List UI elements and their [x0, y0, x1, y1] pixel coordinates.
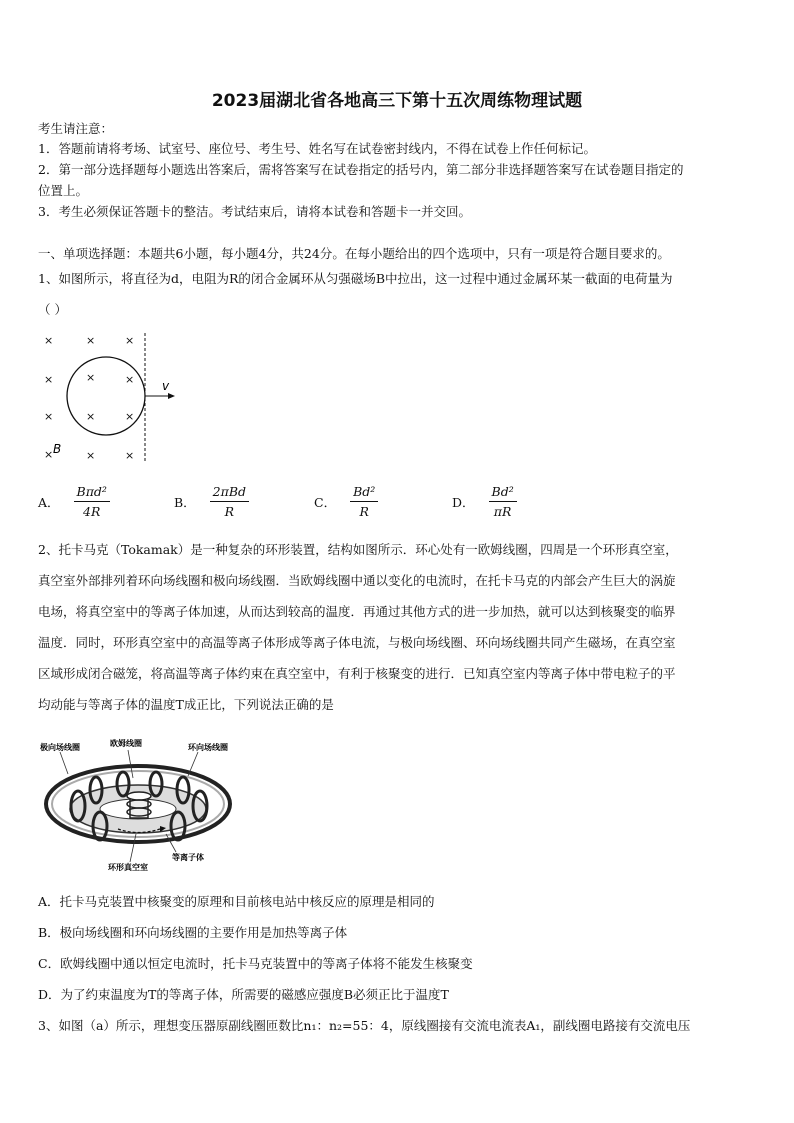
option-letter: B．	[174, 494, 196, 510]
notice-item: 3．考生必须保证答题卡的整洁。考试结束后，请将本试卷和答题卡一并交回。	[38, 204, 471, 219]
option-fraction	[74, 484, 110, 519]
numerator: Bd²	[489, 484, 517, 502]
field-cross: ×	[44, 334, 54, 347]
denominator: πR	[493, 504, 512, 519]
q2-stem-line: 温度．同时，环形真空室中的高温等离子体形成等离子体电流，与极向场线圈、环向场线圈共同产生磁场，在真空室	[38, 635, 676, 650]
q1-option-a[interactable]	[38, 484, 110, 519]
notice-header: 考生请注意：	[38, 121, 114, 136]
option-fraction	[489, 484, 517, 519]
notice-item: 位置上。	[38, 183, 89, 198]
tokamak-figure	[38, 734, 238, 874]
field-cross: ×	[86, 449, 96, 462]
numerator: 2πBd	[210, 484, 249, 502]
q1-option-b[interactable]	[174, 484, 249, 519]
q3-stem: 3、如图（a）所示，理想变压器原副线圈匝数比n₁：n₂=55：4，原线圈接有交流电流表A₁，副线圈电路接有交流电压	[38, 1018, 691, 1033]
label-poloidal-coil: 极向场线圈	[40, 743, 80, 752]
q2-stem-line: 2、托卡马克（Tokamak）是一种复杂的环形装置，结构如图所示．环心处有一欧姆线圈，四周是一个环形真空室，	[38, 542, 678, 557]
arrow-head-icon	[168, 393, 175, 399]
option-letter: A．	[38, 494, 60, 510]
q2-option-b[interactable]: B．极向场线圈和环向场线圈的主要作用是加热等离子体	[38, 925, 348, 940]
field-cross: ×	[125, 373, 135, 386]
option-fraction	[210, 484, 249, 519]
option-letter: C．	[314, 494, 337, 510]
denominator: R	[224, 504, 235, 519]
q2-option-a[interactable]: A．托卡马克装置中核聚变的原理和目前核电站中核反应的原理是相同的	[38, 894, 435, 909]
option-letter: D．	[452, 494, 475, 510]
field-cross: ×	[44, 448, 54, 461]
denominator: R	[359, 504, 369, 519]
q2-option-d[interactable]: D．为了约束温度为T的等离子体，所需要的磁感应强度B必须正比于温度T	[38, 987, 449, 1002]
numerator: Bπd²	[74, 484, 110, 502]
q2-option-c[interactable]: C．欧姆线圈中通以恒定电流时，托卡马克装置中的等离子体将不能发生核聚变	[38, 956, 473, 971]
field-cross: ×	[125, 410, 135, 423]
field-cross: ×	[86, 334, 96, 347]
q1-stem-bracket: （ ）	[38, 302, 67, 317]
label-ohmic-coil: 欧姆线圈	[110, 739, 142, 748]
numerator: Bd²	[350, 484, 378, 502]
q2-stem-line: 真空室外部排列着环向场线圈和极向场线圈．当欧姆线圈中通以变化的电流时，在托卡马克的内部会产生巨大的涡旋	[38, 573, 676, 588]
denominator: 4R	[83, 504, 101, 519]
label-vacuum-chamber: 环形真空室	[108, 863, 148, 872]
field-cross: ×	[86, 371, 96, 384]
label-toroidal-coil: 环向场线圈	[188, 743, 228, 752]
velocity-label: v	[162, 379, 170, 393]
q1-stem: 1、如图所示，将直径为d，电阻为R的闭合金属环从匀强磁场B中拉出，这一过程中通过金属环某一截面的电荷量为	[38, 271, 673, 286]
q1-option-d[interactable]	[452, 484, 517, 519]
q2-stem-line: 电场，将真空室中的等离子体加速，从而达到较高的温度．再通过其他方式的进一步加热，就可以达到核聚变的临界	[38, 604, 676, 619]
q2-stem-line: 均动能与等离子体的温度T成正比，下列说法正确的是	[38, 697, 334, 712]
q1-option-c[interactable]	[314, 484, 378, 519]
field-label: B	[53, 442, 62, 456]
q2-stem-line: 区域形成闭合磁笼，将高温等离子体约束在真空室中，有利于核聚变的进行．已知真空室内等离子体中带电粒子的平	[38, 666, 676, 681]
metal-ring	[67, 357, 145, 435]
field-cross: ×	[44, 410, 54, 423]
q1-figure	[38, 328, 188, 468]
field-cross: ×	[44, 373, 54, 386]
ohmic-coil	[127, 792, 151, 818]
label-plasma: 等离子体	[172, 853, 204, 862]
notice-item: 2．第一部分选择题每小题选出答案后，需将答案写在试卷指定的括号内，第二部分非选择题答案写在试卷题目指定的	[38, 162, 684, 177]
field-cross: ×	[125, 449, 135, 462]
field-cross: ×	[125, 334, 135, 347]
option-fraction	[350, 484, 378, 519]
field-cross: ×	[86, 410, 96, 423]
page-title: 2023届湖北省各地高三下第十五次周练物理试题	[211, 91, 583, 111]
section-heading: 一、单项选择题：本题共6小题，每小题4分，共24分。在每小题给出的四个选项中，只有一项是符合题目要求的。	[38, 246, 670, 261]
notice-item: 1．答题前请将考场、试室号、座位号、考生号、姓名写在试卷密封线内，不得在试卷上作任何标记。	[38, 141, 596, 156]
